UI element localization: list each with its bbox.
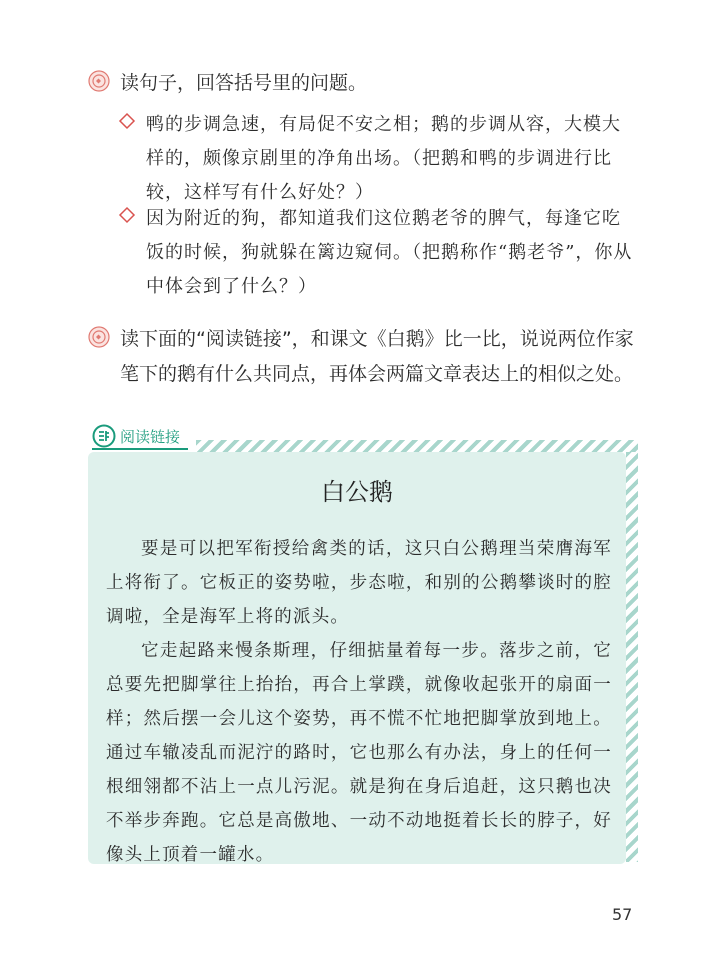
sub-item-2 <box>118 202 638 304</box>
hatch-border-right <box>626 452 638 862</box>
question-2-text: 读下面的“阅读链接”，和课文《白鹅》比一比，说说两位作家笔下的鹅有什么共同点，再体会两篇文章表达上的相似之处。 <box>120 328 634 385</box>
diamond-bullet-icon <box>118 112 136 130</box>
question-2 <box>88 322 648 392</box>
article-title: 白公鹅 <box>321 478 393 506</box>
question-1 <box>88 66 648 101</box>
reading-link-label: 阅读链接 <box>120 427 181 446</box>
sub-item-1 <box>118 108 638 210</box>
book-icon <box>92 424 116 448</box>
article-paragraph: 要是可以把军衔授给禽类的话，这只白公鹅理当荣膺海军上将衔了。它板正的姿势啦，步态啦，和别的公鹅攀谈时的腔调啦，全是海军上将的派头。 <box>106 539 612 627</box>
reading-link-tag <box>92 423 180 449</box>
sub-item-2-text: 因为附近的狗，都知道我们这位鹅老爷的脾气，每逢它吃饭的时候，狗就躲在篱边窥伺。（把鹅称作“鹅老爷”，你从中体会到了什么？） <box>146 208 633 297</box>
page-number: 57 <box>612 905 633 924</box>
hatch-border-top <box>196 440 638 452</box>
question-bullet-icon <box>88 70 110 92</box>
question-bullet-icon <box>88 326 110 348</box>
sub-item-1-text: 鸭的步调急速，有局促不安之相；鹅的步调从容，大模大样的，颇像京剧里的净角出场。（把鹅和鸭的步调进行比较，这样写有什么好处？） <box>146 114 621 203</box>
reading-link-underline <box>92 448 188 450</box>
article-paragraph: 它走起路来慢条斯理，仔细掂量着每一步。落步之前，它总要先把脚掌往上抬抬，再合上掌蹼，就像收起张开的扇面一样；然后摆一会儿这个姿势，再不慌不忙地把脚掌放到地上。通过车辙凌乱而泥泞的路时，它也那么有办法，身上的任何一根细翎都不沾上一点儿污泥。就是狗在身后追赶，这只鹅也决不举步奔跑。它总是高傲地、一动不动地挺着长长的脖子，好像头上顶着一罐水。 <box>106 641 612 865</box>
article-body <box>106 532 612 872</box>
question-1-text: 读句子，回答括号里的问题。 <box>120 72 368 94</box>
diamond-bullet-icon <box>118 206 136 224</box>
